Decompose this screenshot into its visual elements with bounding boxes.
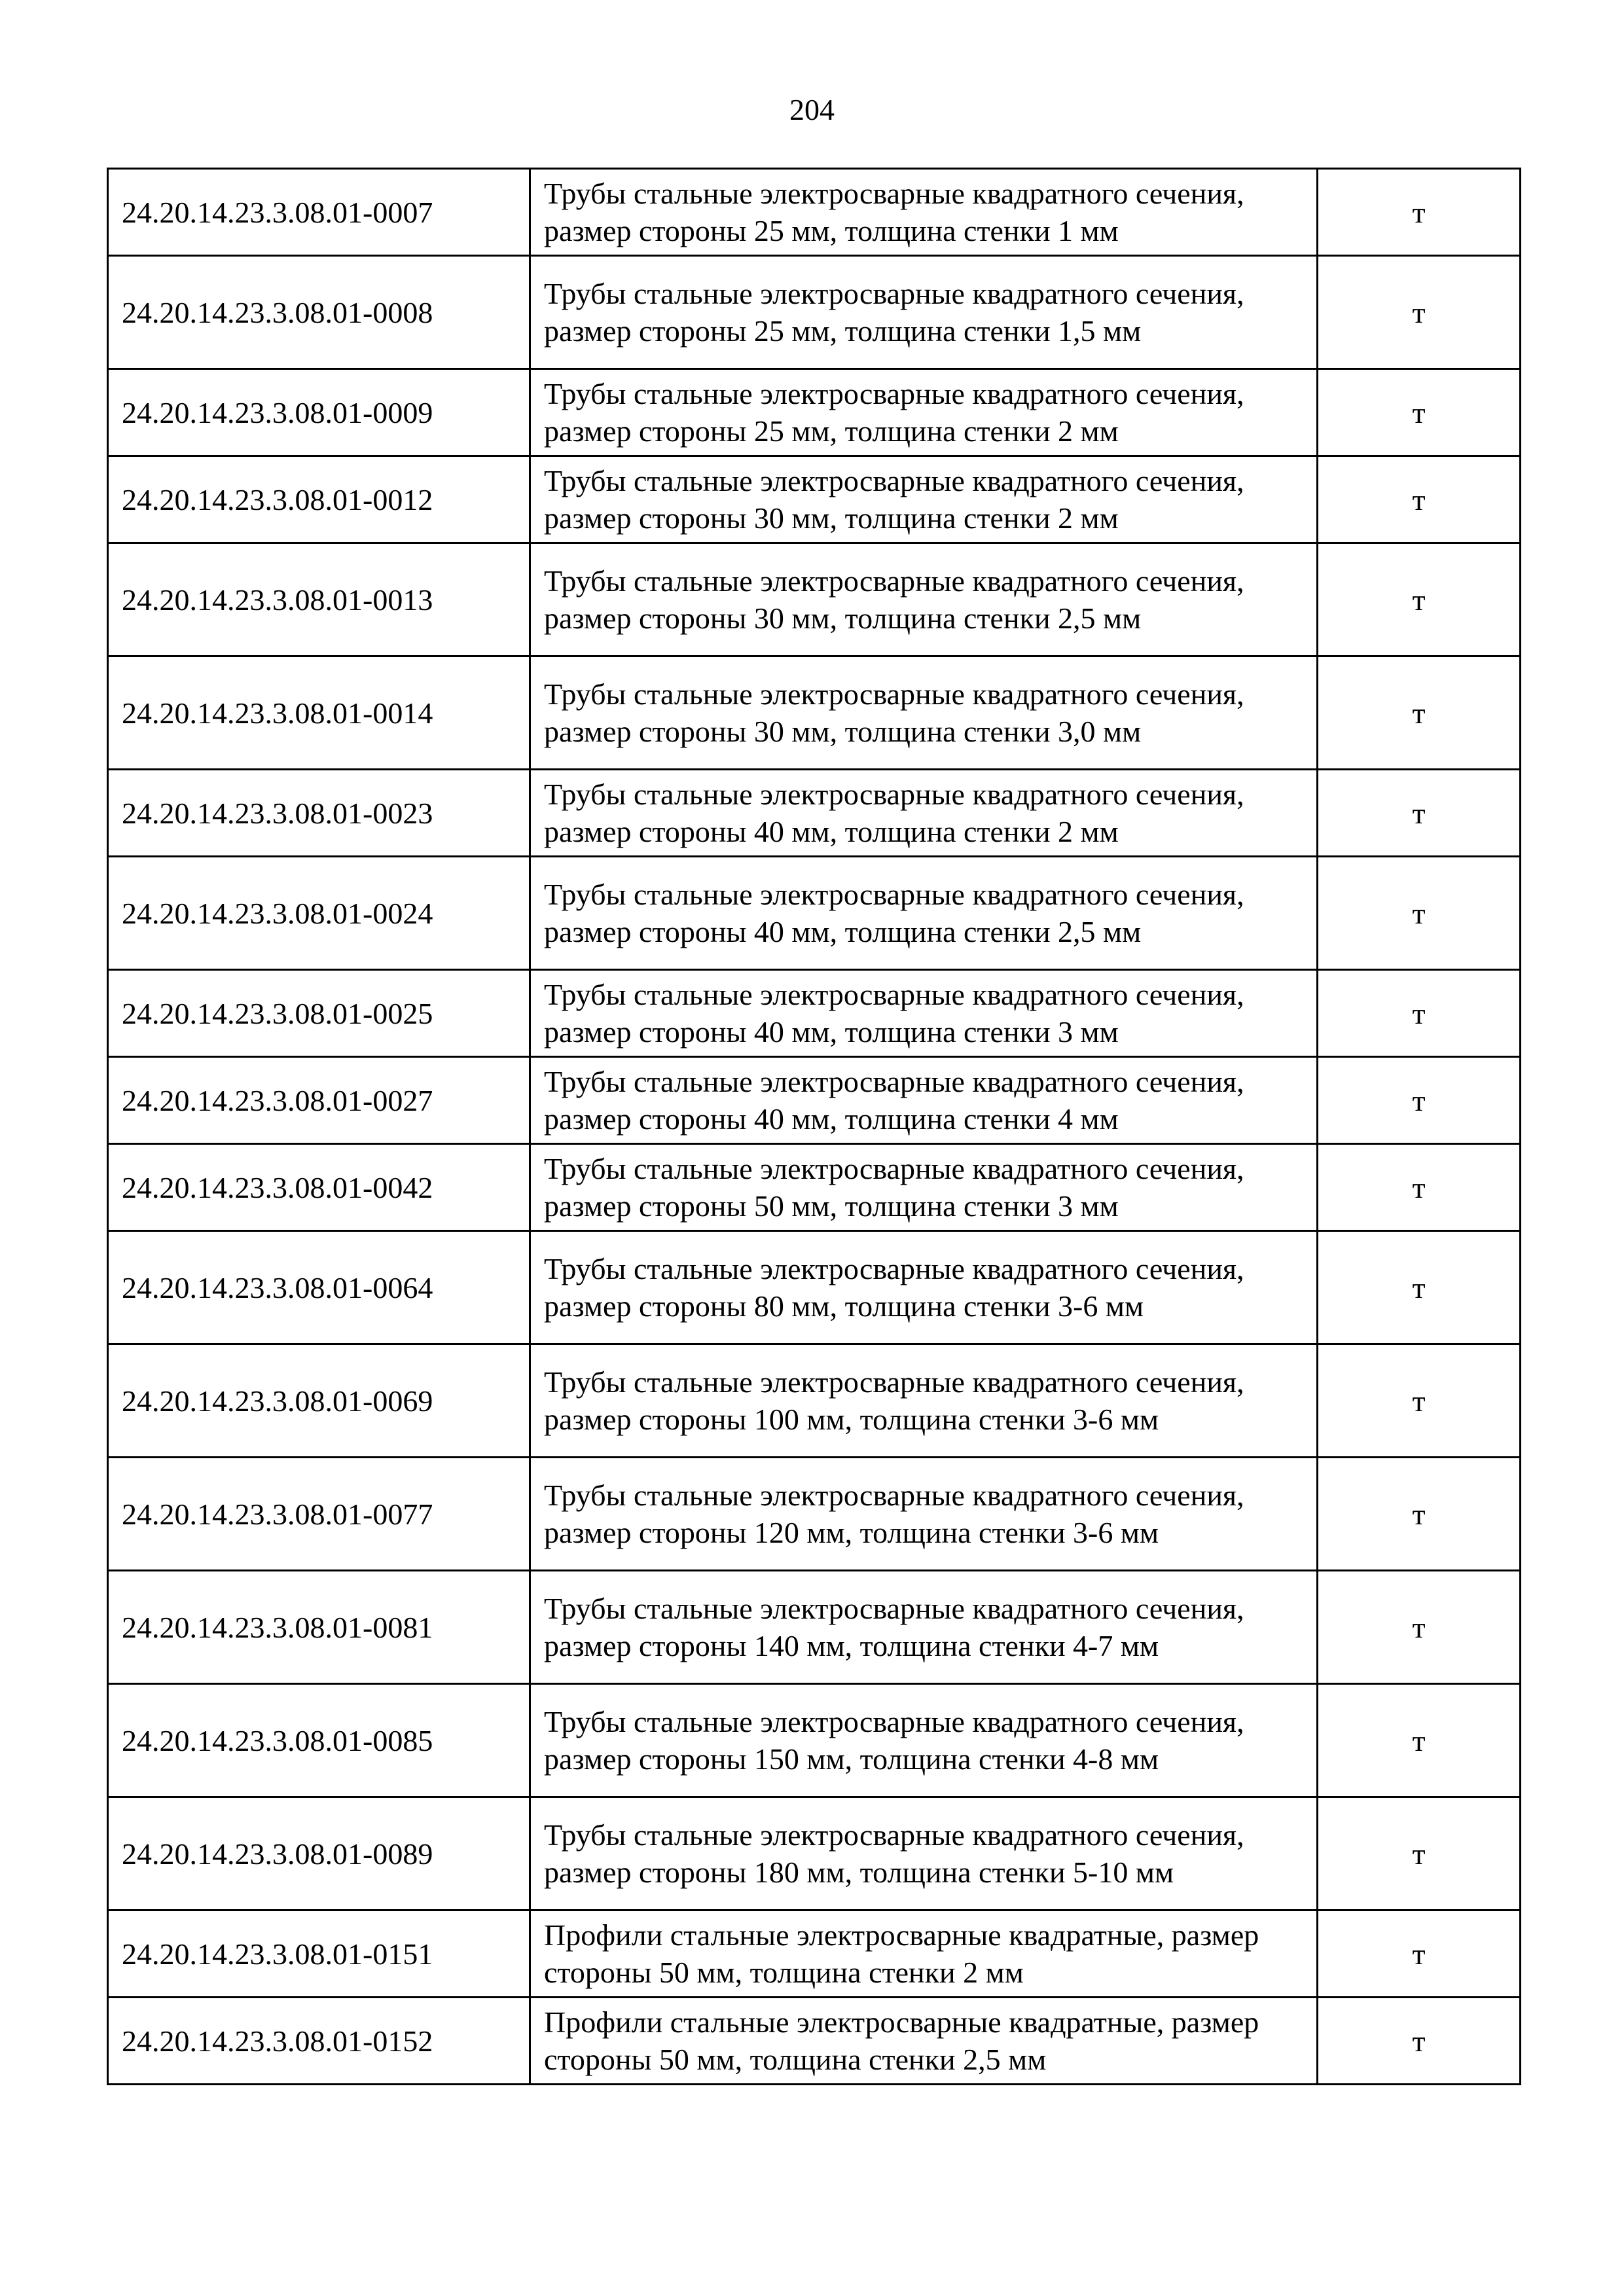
unit-cell: т: [1318, 456, 1521, 543]
table-row: [108, 1344, 1521, 1458]
resource-name-cell: Трубы стальные электросварные квадратного сечения, размер стороны 30 мм, толщина стенки 3,0 мм: [530, 656, 1318, 770]
resource-code-cell: 24.20.14.23.3.08.01-0081: [108, 1571, 530, 1684]
resource-name-cell: Трубы стальные электросварные квадратного сечения, размер стороны 30 мм, толщина стенки 2,5 мм: [530, 543, 1318, 656]
resource-name-cell: Трубы стальные электросварные квадратного сечения, размер стороны 150 мм, толщина стенки 4-8 мм: [530, 1684, 1318, 1797]
table-row: [108, 1684, 1521, 1797]
resource-name-cell: Трубы стальные электросварные квадратного сечения, размер стороны 40 мм, толщина стенки 2 мм: [530, 770, 1318, 857]
resource-name-cell: Трубы стальные электросварные квадратного сечения, размер стороны 50 мм, толщина стенки 3 мм: [530, 1144, 1318, 1231]
resource-name-cell: Трубы стальные электросварные квадратного сечения, размер стороны 40 мм, толщина стенки 2,5 мм: [530, 857, 1318, 970]
table-row: [108, 1057, 1521, 1144]
table-row: [108, 1231, 1521, 1344]
resource-name-cell: Трубы стальные электросварные квадратного сечения, размер стороны 25 мм, толщина стенки 1,5 мм: [530, 256, 1318, 369]
unit-cell: т: [1318, 1057, 1521, 1144]
table-row: [108, 857, 1521, 970]
resource-code-cell: 24.20.14.23.3.08.01-0014: [108, 656, 530, 770]
resource-code-cell: 24.20.14.23.3.08.01-0077: [108, 1458, 530, 1571]
table-row: [108, 1571, 1521, 1684]
resource-name-cell: Профили стальные электросварные квадратные, размер стороны 50 мм, толщина стенки 2,5 мм: [530, 1998, 1318, 2085]
materials-table-body: [108, 169, 1521, 2085]
resource-code-cell: 24.20.14.23.3.08.01-0089: [108, 1797, 530, 1910]
resource-name-cell: Трубы стальные электросварные квадратного сечения, размер стороны 100 мм, толщина стенки 3-6 мм: [530, 1344, 1318, 1458]
page-number: 204: [789, 93, 835, 126]
unit-cell: т: [1318, 369, 1521, 456]
resource-code-cell: 24.20.14.23.3.08.01-0151: [108, 1910, 530, 1998]
resource-name-cell: Трубы стальные электросварные квадратного сечения, размер стороны 140 мм, толщина стенки 4-7 мм: [530, 1571, 1318, 1684]
resource-name-cell: Трубы стальные электросварные квадратного сечения, размер стороны 30 мм, толщина стенки 2 мм: [530, 456, 1318, 543]
resource-code-cell: 24.20.14.23.3.08.01-0023: [108, 770, 530, 857]
resource-name-cell: Трубы стальные электросварные квадратного сечения, размер стороны 80 мм, толщина стенки 3-6 мм: [530, 1231, 1318, 1344]
resource-code-cell: 24.20.14.23.3.08.01-0027: [108, 1057, 530, 1144]
table-row: [108, 1144, 1521, 1231]
resource-name-cell: Трубы стальные электросварные квадратного сечения, размер стороны 40 мм, толщина стенки 4 мм: [530, 1057, 1318, 1144]
unit-cell: т: [1318, 1344, 1521, 1458]
unit-cell: т: [1318, 656, 1521, 770]
unit-cell: т: [1318, 970, 1521, 1057]
unit-cell: т: [1318, 770, 1521, 857]
table-row: [108, 1458, 1521, 1571]
resource-code-cell: 24.20.14.23.3.08.01-0025: [108, 970, 530, 1057]
unit-cell: т: [1318, 857, 1521, 970]
table-row: [108, 543, 1521, 656]
unit-cell: т: [1318, 1458, 1521, 1571]
unit-cell: т: [1318, 1144, 1521, 1231]
resource-code-cell: 24.20.14.23.3.08.01-0042: [108, 1144, 530, 1231]
resource-code-cell: 24.20.14.23.3.08.01-0009: [108, 369, 530, 456]
unit-cell: т: [1318, 1910, 1521, 1998]
table-row: [108, 1910, 1521, 1998]
resource-code-cell: 24.20.14.23.3.08.01-0007: [108, 169, 530, 256]
table-row: [108, 970, 1521, 1057]
table-row: [108, 656, 1521, 770]
resource-name-cell: Трубы стальные электросварные квадратного сечения, размер стороны 40 мм, толщина стенки 3 мм: [530, 970, 1318, 1057]
table-row: [108, 1998, 1521, 2085]
resource-code-cell: 24.20.14.23.3.08.01-0064: [108, 1231, 530, 1344]
table-row: [108, 369, 1521, 456]
unit-cell: т: [1318, 1684, 1521, 1797]
unit-cell: т: [1318, 256, 1521, 369]
unit-cell: т: [1318, 543, 1521, 656]
unit-cell: т: [1318, 169, 1521, 256]
resource-code-cell: 24.20.14.23.3.08.01-0024: [108, 857, 530, 970]
resource-code-cell: 24.20.14.23.3.08.01-0085: [108, 1684, 530, 1797]
unit-cell: т: [1318, 1797, 1521, 1910]
resource-code-cell: 24.20.14.23.3.08.01-0152: [108, 1998, 530, 2085]
unit-cell: т: [1318, 1231, 1521, 1344]
resource-code-cell: 24.20.14.23.3.08.01-0012: [108, 456, 530, 543]
unit-cell: т: [1318, 1571, 1521, 1684]
materials-table: [107, 168, 1521, 2085]
resource-name-cell: Профили стальные электросварные квадратные, размер стороны 50 мм, толщина стенки 2 мм: [530, 1910, 1318, 1998]
resource-code-cell: 24.20.14.23.3.08.01-0008: [108, 256, 530, 369]
resource-name-cell: Трубы стальные электросварные квадратного сечения, размер стороны 25 мм, толщина стенки 1 мм: [530, 169, 1318, 256]
table-row: [108, 456, 1521, 543]
resource-name-cell: Трубы стальные электросварные квадратного сечения, размер стороны 180 мм, толщина стенки 5-10 мм: [530, 1797, 1318, 1910]
unit-cell: т: [1318, 1998, 1521, 2085]
table-row: [108, 169, 1521, 256]
table-row: [108, 1797, 1521, 1910]
resource-name-cell: Трубы стальные электросварные квадратного сечения, размер стороны 120 мм, толщина стенки 3-6 мм: [530, 1458, 1318, 1571]
table-row: [108, 256, 1521, 369]
table-row: [108, 770, 1521, 857]
resource-code-cell: 24.20.14.23.3.08.01-0013: [108, 543, 530, 656]
resource-name-cell: Трубы стальные электросварные квадратного сечения, размер стороны 25 мм, толщина стенки 2 мм: [530, 369, 1318, 456]
resource-code-cell: 24.20.14.23.3.08.01-0069: [108, 1344, 530, 1458]
